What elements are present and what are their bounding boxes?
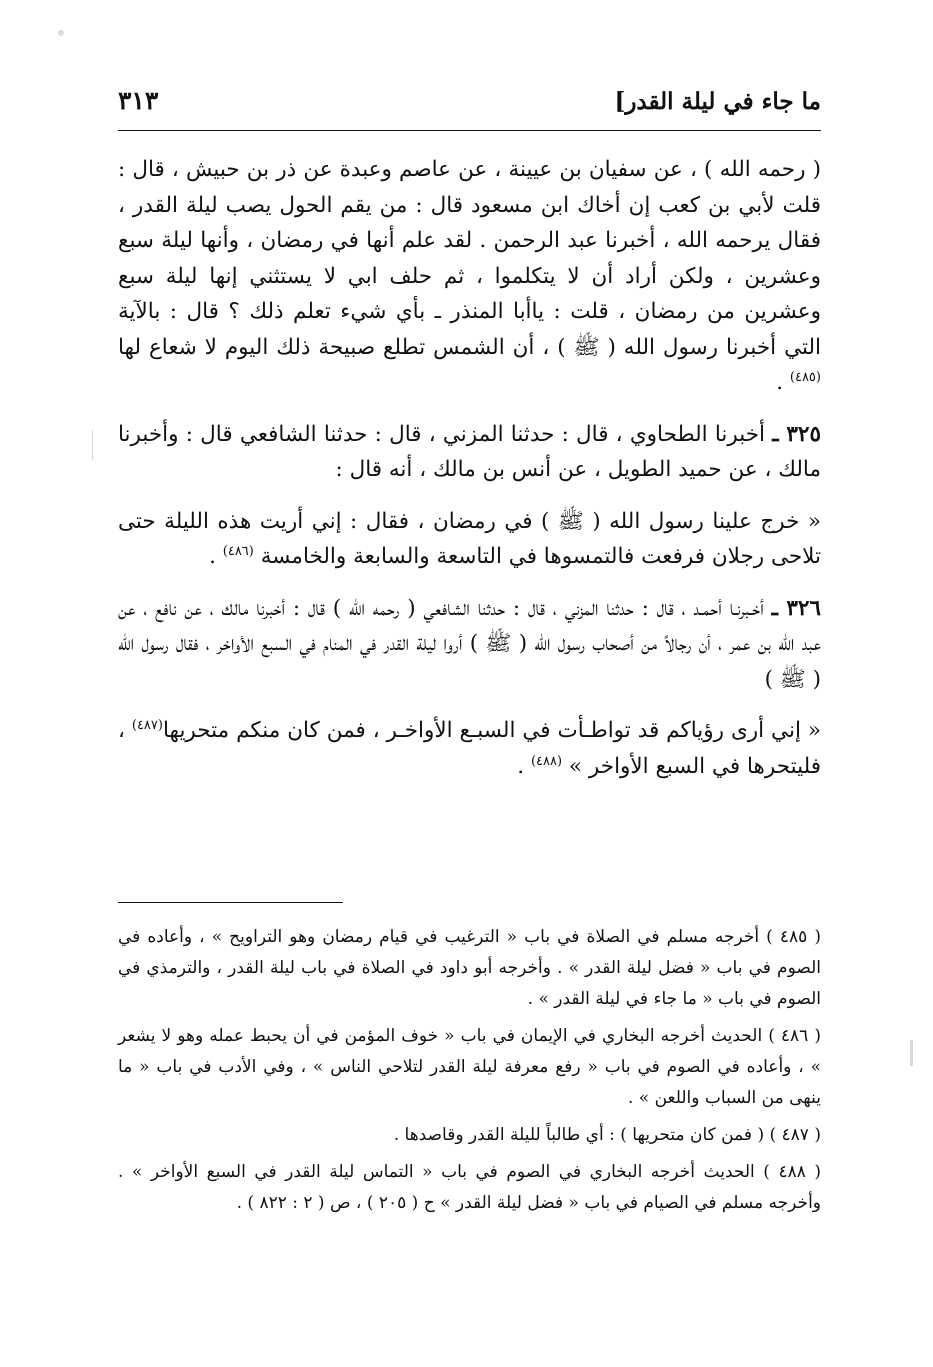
- footnote-ref: (٤٨٦): [222, 543, 254, 559]
- scan-speck: [58, 30, 64, 36]
- hadith-325-text: [118, 504, 821, 575]
- scan-mark: [92, 430, 93, 460]
- scan-mark: [910, 1040, 913, 1066]
- paragraph-1: [118, 152, 821, 401]
- footnote-487: ( ٤٨٧ ) ( فمن كان متحريها ) : أي طالباً لليلة القدر وقاصدها .: [393, 1125, 821, 1145]
- hadith-chain: أخبرنا الطحاوي ، قال : حدثنا المزني ، قال : حدثنا الشافعي قال : وأخبرنا مالك ، عن حميد الطويل ، عن أنس بن مالك ، أنه قال :: [118, 421, 821, 482]
- hadith-quote-cont: ، فليتحرها في السبع الأواخر »: [118, 718, 821, 779]
- footnote-separator: [118, 902, 343, 903]
- hadith-325: [118, 417, 821, 488]
- footnote-ref: (٤٨٥): [789, 369, 821, 385]
- footnote-488: ( ٤٨٨ ) الحديث أخرجه البخاري في الصوم في باب « التماس ليلة القدر في السبع الأواخر » . وأخرجه مسلم في الصيام في باب « فضل ليلة القدر » ح ( ٢٠٥ ) ، ص ( ٢ : ٨٢٢ ) .: [118, 1162, 821, 1213]
- running-header: [118, 84, 821, 131]
- main-text: [118, 152, 821, 794]
- footnote-ref: (٤٨٨): [530, 753, 563, 769]
- paragraph-end: .: [517, 753, 531, 779]
- hadith-326-text: [118, 713, 821, 784]
- hadith-quote: « خرج علينا رسول الله ( ﷺ ) في رمضان ، فقال : إني أريت هذه الليلة حتى تلاحى رجلان فرفعت فالتمسوها في التاسعة والسابعة والخامسة: [118, 508, 821, 569]
- hadith-326: [118, 591, 821, 698]
- page-number: ٣١٣: [118, 86, 159, 115]
- footnotes: [118, 922, 821, 1225]
- hadith-number: ٣٢٦ ـ: [771, 595, 821, 621]
- hadith-quote: « إني أرى رؤياكم قد تواطـأت في السبـع الأواخـر ، فمن كان منكم متحريها: [162, 718, 822, 743]
- hadith-number: ٣٢٥ ـ: [772, 421, 821, 447]
- paragraph-text: ( رحمه الله ) ، عن سفيان بن عيينة ، عن عاصم وعبدة عن ذر بن حبيش ، قال : قلت لأبي بن كعب إن أخاك ابن مسعود قال : من يقم الحول يصب ليلة القدر ، فقال يرحمه الله ، أخبرنا عبد الرحمن . لقد علم أنها في رمضان ، وأنها ليلة سبع وعشرين ، ولكن أراد أن لا يتكلموا ، ثم حلف ابي لا يستثني إنها ليلة سبع وعشرين من رمضان ، قلت : ياأبا المنذر ـ بأي شيء تعلم ذلك ؟ قال : بالآية التي أخبرنا رسول الله ( ﷺ ) ، أن الشمس تطلع صبيحة ذلك اليوم لا شعاع لها: [118, 157, 821, 360]
- chapter-title: ما جاء في ليلة القدر]: [614, 88, 821, 115]
- paragraph-end: .: [209, 544, 223, 569]
- footnote-486: ( ٤٨٦ ) الحديث أخرجه البخاري في الإيمان في باب « خوف المؤمن في أن يحبط عمله وهو لا يشعر » ، وأعاده في الصوم في باب « رفع معرفة ليلة القدر لتلاحي الناس » ، وفي الأدب في باب « ما ينهى من السباب واللعن » .: [118, 1026, 821, 1108]
- paragraph-end: .: [776, 370, 790, 395]
- hadith-chain: أخـبرنـا أحمـد ، قال : حدثنا المزني ، قال : حدثنا الشافعي ( رحمه الله ) قال : أخبرنا مالك ، عن نافع ، عن عبد الله بن عمر ، أن رجالاً من أصحاب رسول الله ( ﷺ ) أروا ليلة القدر في المنام في السبع الأواخر ، فقال رسول الله ( ﷺ ): [118, 595, 821, 692]
- footnote-485: ( ٤٨٥ ) أخرجه مسلم في الصلاة في باب « الترغيب في قيام رمضان وهو التراويح » ، وأعاده في الصوم في باب « فضل ليلة القدر » . وأخرجه أبو داود في الصلاة في باب ليلة القدر ، والترمذي في الصوم في باب « ما جاء في ليلة القدر » .: [118, 927, 821, 1009]
- footnote-ref: (٤٨٧): [131, 717, 163, 733]
